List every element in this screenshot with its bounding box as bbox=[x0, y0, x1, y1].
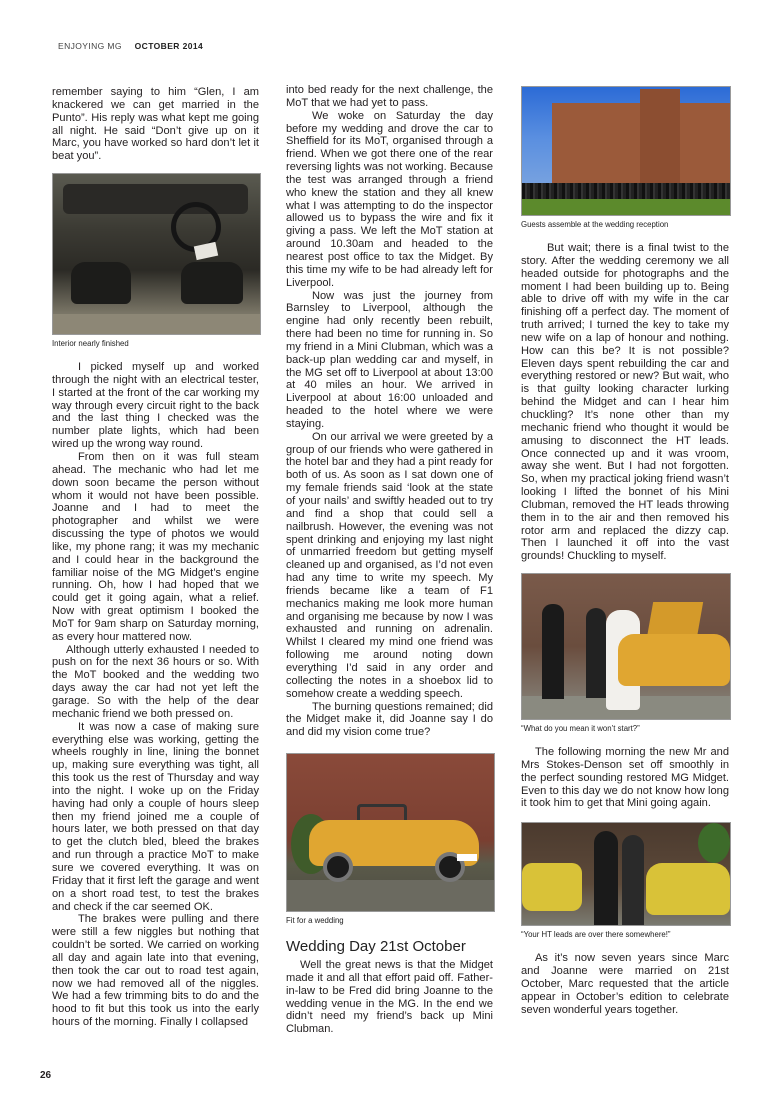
paragraph: Well the great news is that the Midget made it and all that effort paid off. Father-in-law to be Fred did bring Joanne to the wedding venue in the MG. In the end we didn’t need my friend’s back up Mini Clubman. bbox=[286, 959, 493, 1036]
photo-ht-leads bbox=[521, 822, 731, 926]
paragraph: remember saying to him “Glen, I am knackered we can get married in the Punto”. His reply was what kept me going all night. He said “Don’t give up on it Marc, you have worked so hard don’t let it beat you”. bbox=[52, 86, 259, 163]
photo-wont-start bbox=[521, 573, 731, 720]
open-bonnet bbox=[647, 602, 703, 638]
paragraph: From then on it was full steam ahead. The mechanic who had let me down soon became the person without whom it would not have been possible. Joanne and I had to meet the photographer and whilst we were discussing the type of photos we would like, my phone rang; it was my mechanic and I could hear in the background the familiar noise of the MG Midget’s engine running. Oh, how I had hoped that we could get it going again, what a relief. Now with great optimism I booked the MoT for 9am sharp on Saturday morning, as every hour mattered now. bbox=[52, 450, 259, 643]
seat-left bbox=[71, 262, 131, 304]
number-plate bbox=[457, 854, 477, 861]
paragraph: Now was just the journey from Barnsley to Liverpool, although the engine had only recently been rebuilt, there had been no time for running in. So my friend in a Mini Clubman, which was a back-up plan wedding car and myself, in the MG set off to Liverpool at about 13:00 at 40 miles an hour. We arrived in Liverpool at about 16:00 unloaded and headed to the hotel where we were staying. bbox=[286, 289, 493, 430]
person bbox=[542, 604, 564, 699]
ground bbox=[287, 880, 494, 911]
caption-start: “What do you mean it won’t start?” bbox=[521, 724, 640, 734]
person bbox=[622, 835, 644, 925]
paper-sheet bbox=[194, 242, 218, 260]
seat-right bbox=[181, 262, 243, 304]
tree bbox=[698, 823, 730, 863]
paragraph: I picked myself up and worked through the night with an electrical tester, I started at the front of the car working my way through every circuit right to the back and the last thing I checked was the number plate lights, which had been wired up the wrong way round. bbox=[52, 361, 259, 451]
dashboard bbox=[63, 184, 248, 214]
grass bbox=[522, 199, 730, 215]
paragraph: We woke on Saturday the day before my wedding and drove the car to Sheffield for its MoT, organised through a friend. When we got there one of the rear reversing lights was not working. Because the test was arranged through a friend who knew the station and they all knew what I was attempting to do the inspector allowed us to bypass the wire and fix it giving a pass. We left the MoT station at around 10.30am and headed to the nearest post office to tax the Midget. By this time my wife to be had already left for Liverpool. bbox=[286, 109, 493, 289]
person bbox=[586, 608, 606, 698]
caption-castle: Guests assemble at the wedding reception bbox=[521, 220, 669, 229]
paragraph: The following morning the new Mr and Mrs Stokes-Denson set off smoothly in the perfect sounding restored MG Midget. Even to this day we do not know how long it took him to get that Mini going again. bbox=[521, 746, 729, 810]
page-number: 26 bbox=[40, 1070, 52, 1081]
issue-date: OCTOBER 2014 bbox=[134, 41, 204, 51]
column-3 bbox=[521, 86, 729, 1017]
floor bbox=[53, 314, 260, 334]
caption-ht: “Your HT leads are over there somewhere!” bbox=[521, 930, 671, 940]
section-heading: Wedding Day 21st October bbox=[286, 938, 466, 956]
photo-wedding-reception bbox=[521, 86, 731, 216]
paragraph: into bed ready for the next challenge, the MoT that we had yet to pass. bbox=[286, 84, 493, 109]
section-title: ENJOYING MG bbox=[58, 41, 122, 51]
paragraph: But wait; there is a final twist to the story. After the wedding ceremony we all headed outside for photographs and the moment I had been building up to. Being able to drive off with my wife in the car finishing off a perfect day. The moment of truth arrived; I turned the key to take my new wife on a lap of honour and nothing. How can this be? It is not possible? Eleven days spent rebuilding the car and everything restored or new? But wait, who is that guilty looking character lurking behind the Midget and can I hear him chuckling? It’s none other than my mechanic friend who thought it would be amusing to disconnect the HT leads. Once connected up and it was vroom, away she went. But I had not forgotten. So, when my practical joking friend wasn’t looking I lifted the bonnet of his Mini Clubman, removed the HT leads throwing them in to the air and then removed his rotor arm and replaced the dizzy cap. Then I launched it off into the vast grounds! Chuckling to myself. bbox=[521, 242, 729, 563]
mg-midget-car bbox=[646, 863, 730, 915]
paragraph: On our arrival we were greeted by a group of our friends who were gathered in the hotel bar and they had a pint ready for both of us. As soon as I sat down one of my female friends said ‘look at the state of your nails’ and swiftly headed out to try and find a shop that could sell a nailbrush. However, the evening was not spent drinking and enjoying my last night of unmarried freedom but getting myself cleaned up and organised, as I’d not even had any time to write my speech. My friends became like a team of F1 mechanics making me look more human and organising me because by now I was exhausted and running on adrenalin. Whilst I cleared my mind one friend was following me around noting down everything I’d said in any order and collecting the notes in a shoebox lid to somehow create a wedding speech. bbox=[286, 430, 493, 700]
paragraph: Although utterly exhausted I needed to push on for the next 36 hours or so. With the MoT booked and the wedding two days away the car had not yet left the garage. So with the help of the dear mechanic friend we both pressed on. bbox=[52, 643, 259, 720]
castle-tower bbox=[640, 89, 680, 195]
column-1 bbox=[52, 86, 259, 1029]
paragraph: It was now a case of making sure everything else was working, getting the wheels roughly in line, lining the bonnet up, making sure everything was tight, all this took us the rest of Thursday and way into the night. I woke up on the Friday having had only a couple of hours sleep then my friend joined me a couple of hours later, we both pressed on that day to get the clutch bled, bleed the brakes and run through a practice MoT to make sure we covered everything. It was on Friday that it first left the garage and went on a short road test, to test the brakes and check if the car seemed OK. bbox=[52, 720, 259, 913]
mg-midget-car bbox=[522, 863, 582, 911]
photo-interior bbox=[52, 173, 261, 335]
mg-midget-car bbox=[618, 634, 730, 686]
column-2 bbox=[286, 84, 493, 1036]
photo-fit-for-wedding bbox=[286, 753, 495, 912]
paragraph: The burning questions remained; did the Midget make it, did Joanne say I do and did my vision come true? bbox=[286, 700, 493, 739]
page-header bbox=[58, 41, 203, 51]
paragraph: The brakes were pulling and there were still a few niggles but nothing that couldn’t be sorted. We carried on working all day and again late into that evening, then took the car out to road test again, now we had removed all of the niggles. We had a few trimming bits to do and the hood to fit but this took us into the early hours of the morning. Finally I collapsed bbox=[52, 913, 259, 1029]
caption-fit: Fit for a wedding bbox=[286, 916, 344, 926]
wheel bbox=[323, 852, 353, 882]
paragraph: As it’s now seven years since Marc and Joanne were married on 21st October, Marc requested that the article appear in October’s edition to celebrate seven wonderful years together. bbox=[521, 952, 729, 1016]
person bbox=[594, 831, 618, 925]
caption-interior: Interior nearly finished bbox=[52, 339, 129, 349]
